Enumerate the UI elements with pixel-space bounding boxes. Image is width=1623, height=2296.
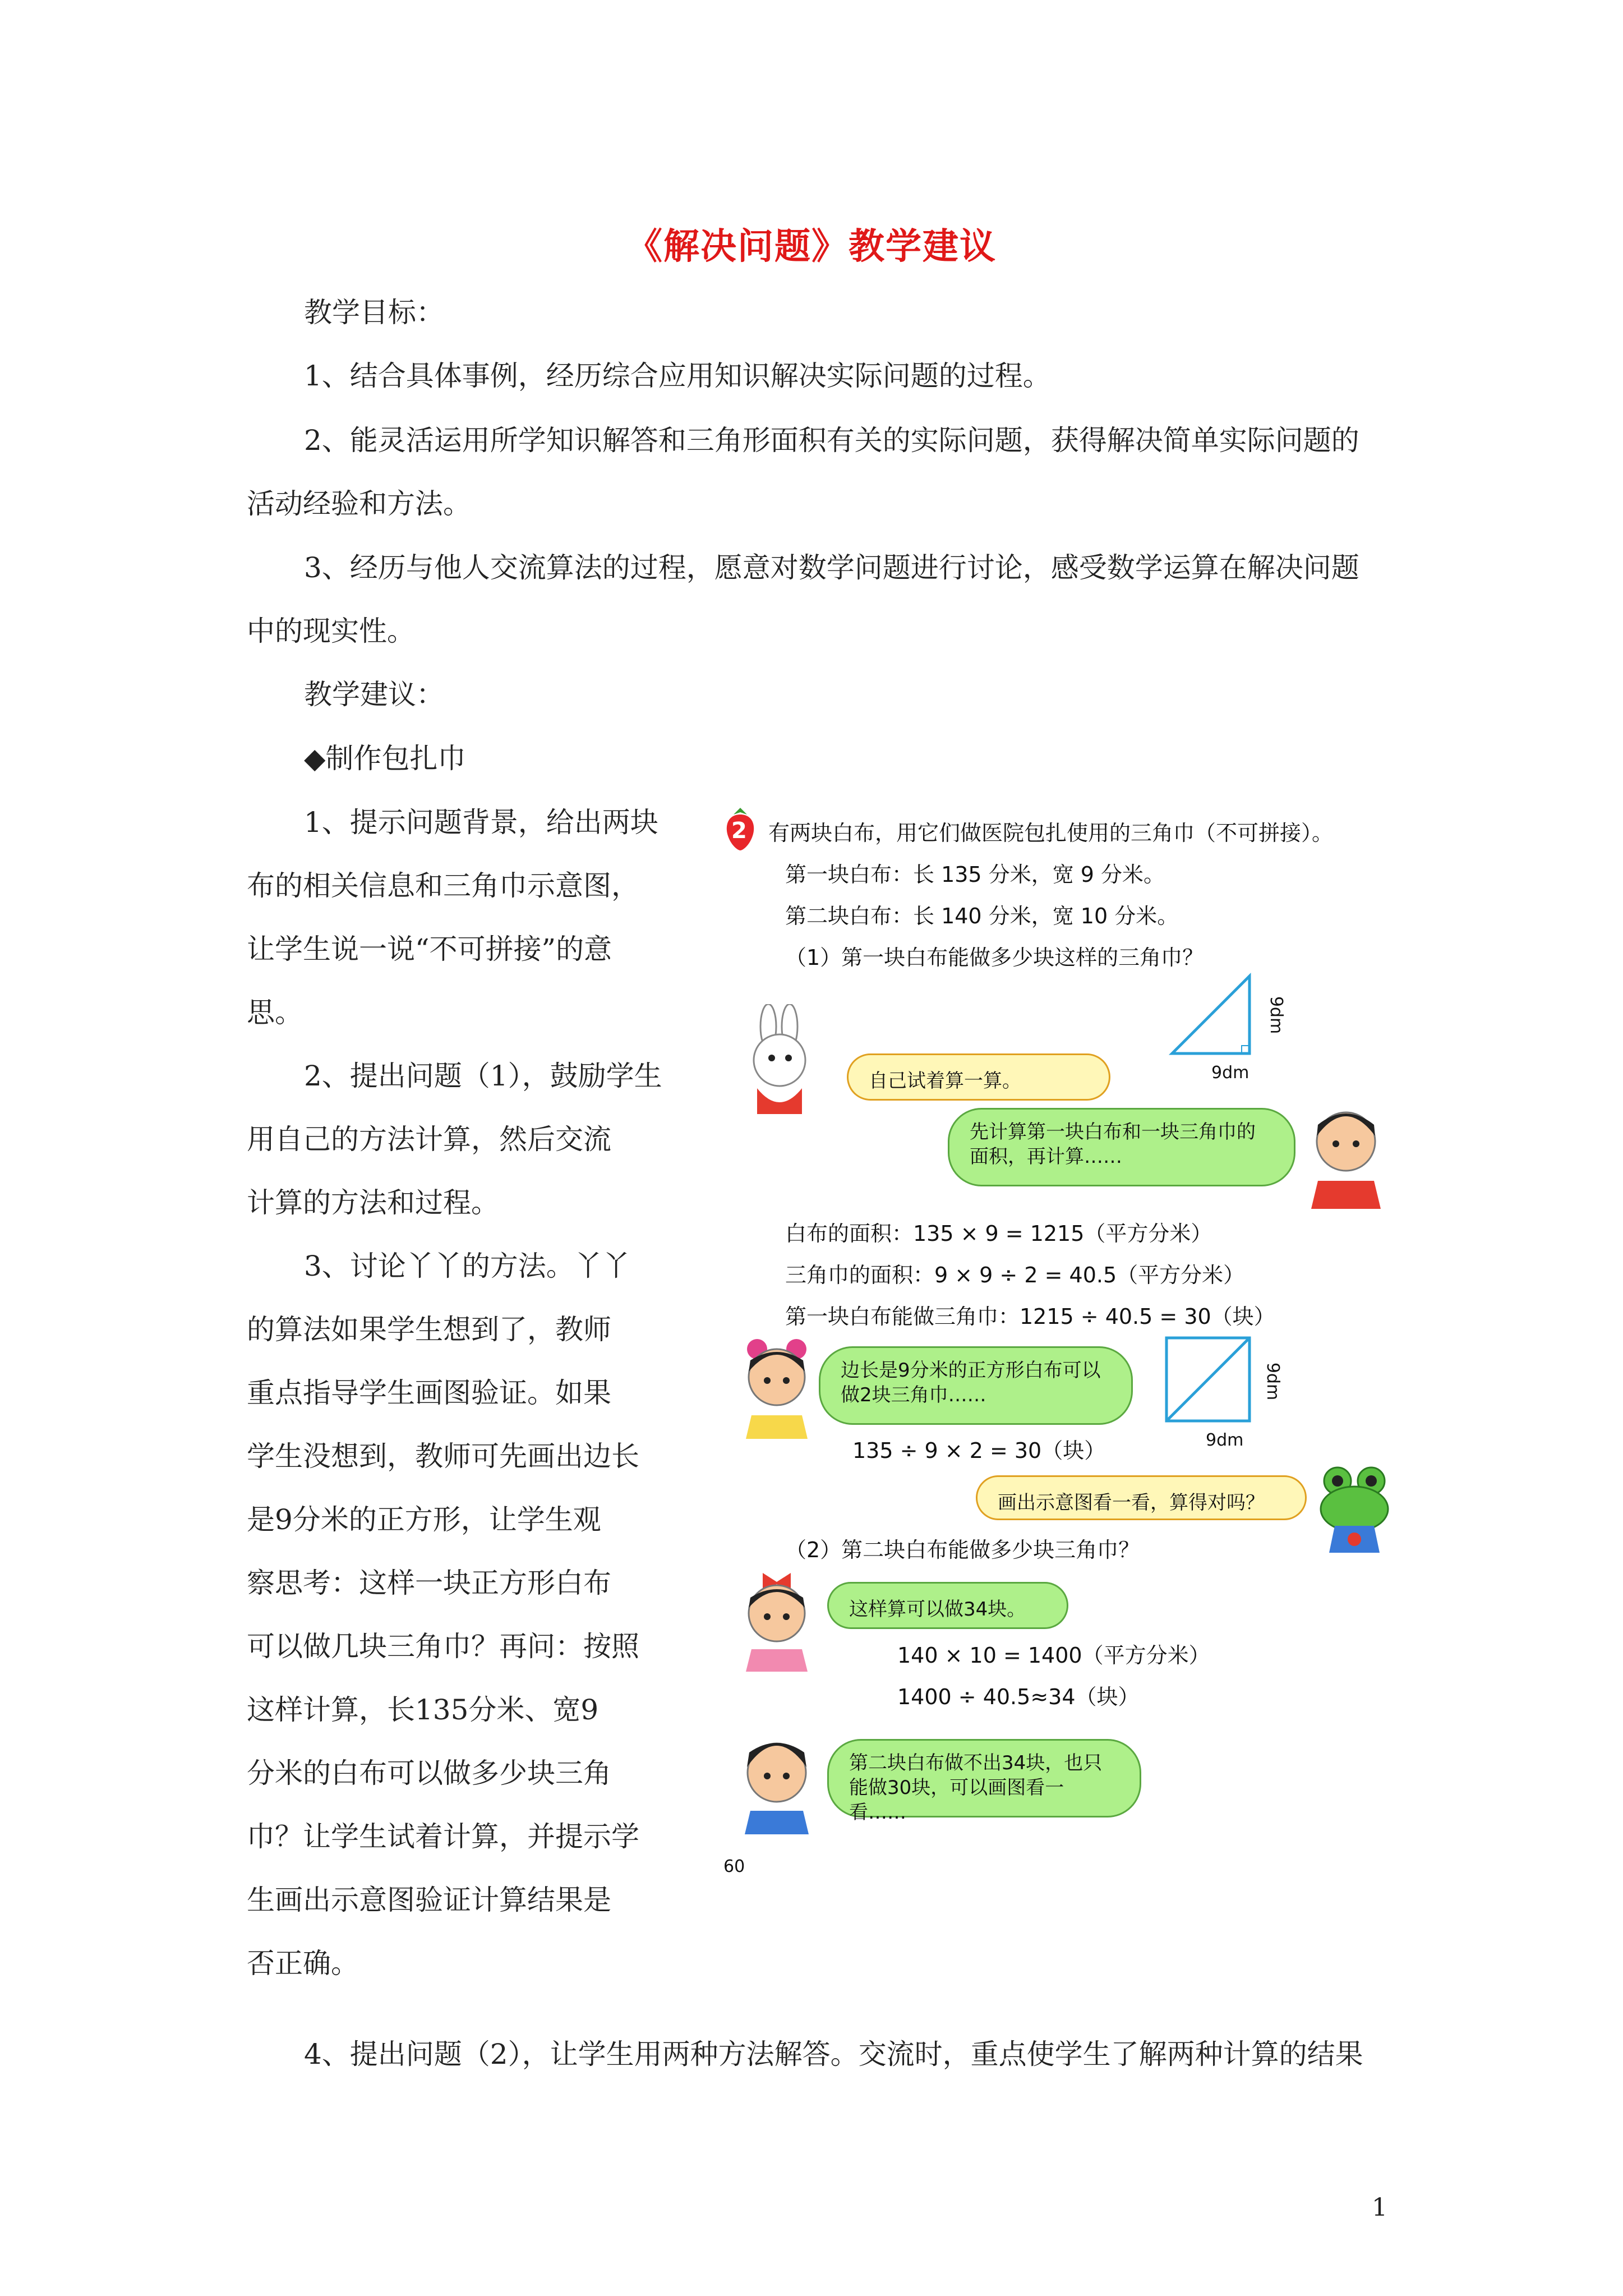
page-title: 《解决问题》教学建议 [626, 226, 997, 268]
triangle-diagram [1166, 965, 1262, 1060]
left-line: 3、讨论丫丫的方法。丫丫 [304, 1250, 630, 1282]
girl-character-icon [735, 1565, 819, 1672]
cloth-2-text: 第二块白布：长 140 分米，宽 10 分米。 [785, 904, 1179, 928]
badge-number: 2 [731, 818, 747, 844]
calc-count-2: 1400 ÷ 40.5≈34（块） [897, 1685, 1140, 1709]
question-2: （2）第二块白布能做多少块三角巾？ [785, 1538, 1140, 1562]
rabbit-character-icon [735, 1004, 830, 1116]
left-line: 学生没想到，教师可先画出边长 [247, 1440, 639, 1473]
left-line: 否正确。 [247, 1947, 359, 1980]
left-line: 可以做几块三角巾？再问：按照 [247, 1630, 639, 1663]
left-line: 计算的方法和过程。 [247, 1186, 499, 1219]
left-line: 1、提示问题背景，给出两块 [304, 806, 658, 839]
rabbit-speech-bubble: 自己试着算一算。 [847, 1053, 1110, 1101]
frog-character-icon [1312, 1464, 1396, 1554]
girl-yaya-character-icon [735, 1332, 819, 1439]
left-line: 分米的白布可以做多少块三角 [247, 1757, 611, 1789]
goal-3-line-1: 3、经历与他人交流算法的过程，愿意对数学问题进行讨论，感受数学运算在解决问题 [304, 551, 1359, 584]
page-number: 1 [1372, 2193, 1387, 2222]
suggest-heading: 教学建议： [304, 678, 444, 711]
left-line: 的算法如果学生想到了，教师 [247, 1313, 611, 1346]
intro-text: 有两块白布，用它们做医院包扎使用的三角巾（不可拼接）。 [768, 821, 1334, 845]
left-line: 是9分米的正方形，让学生观 [247, 1503, 601, 1536]
textbook-figure [723, 797, 1419, 1896]
left-line: 用自己的方法计算，然后交流 [247, 1123, 611, 1156]
suggestion-4-line: 4、提出问题（2），让学生用两种方法解答。交流时，重点使学生了解两种计算的结果 [304, 2038, 1363, 2070]
book-page-number: 60 [723, 1857, 745, 1876]
section-heading: ◆制作包扎巾 [304, 742, 466, 775]
boy-character-icon [1307, 1102, 1391, 1209]
left-line: 察思考：这样一块正方形白布 [247, 1567, 611, 1599]
square-diagram [1161, 1332, 1256, 1428]
cloth-1-text: 第一块白布：长 135 分米，宽 9 分米。 [785, 862, 1165, 887]
frog-speech-bubble: 画出示意图看一看，算得对吗？ [976, 1475, 1307, 1520]
left-column-text [247, 791, 662, 1995]
goals-heading: 教学目标： [304, 296, 444, 329]
triangle-height-label: 9dm [1266, 996, 1287, 1034]
left-line: 生画出示意图验证计算结果是 [247, 1884, 611, 1916]
calc-cloth-area: 白布的面积：135 × 9 = 1215（平方分米） [785, 1221, 1212, 1246]
left-line: 巾？让学生试着计算，并提示学 [247, 1820, 639, 1853]
left-line: 布的相关信息和三角巾示意图， [247, 869, 639, 902]
left-line: 2、提出问题（1），鼓励学生 [304, 1060, 662, 1092]
question-1: （1）第一块白布能做多少块这样的三角巾？ [785, 945, 1204, 970]
goal-3-line-2: 中的现实性。 [247, 615, 415, 647]
boy-character-icon-2 [735, 1728, 819, 1834]
left-line: 思。 [247, 996, 303, 1029]
left-line: 这样计算，长135分米、宽9 [247, 1694, 599, 1726]
calc-count-1: 第一块白布能做三角巾：1215 ÷ 40.5 = 30（块） [785, 1304, 1275, 1329]
boy-speech-bubble: 先计算第一块白布和一块三角巾的面积，再计算…… [948, 1108, 1295, 1186]
left-line: 让学生说一说“不可拼接”的意 [247, 933, 612, 965]
yaya-speech-bubble: 边长是9分米的正方形白布可以做2块三角巾…… [819, 1346, 1133, 1425]
left-line: 重点指导学生画图验证。如果 [247, 1377, 611, 1409]
goal-2-line-2: 活动经验和方法。 [247, 487, 471, 520]
square-base-label: 9dm [1206, 1430, 1244, 1450]
girl-speech-bubble: 这样算可以做34块。 [827, 1582, 1068, 1629]
boy-2-speech-bubble: 第二块白布做不出34块，也只能做30块，可以画图看一看…… [827, 1739, 1141, 1818]
calc-yaya: 135 ÷ 9 × 2 = 30（块） [852, 1438, 1106, 1463]
goal-2-line-1: 2、能灵活运用所学知识解答和三角形面积有关的实际问题，获得解决简单实际问题的 [304, 424, 1359, 457]
goal-1: 1、结合具体事例，经历综合应用知识解决实际问题的过程。 [304, 360, 1051, 392]
square-height-label: 9dm [1263, 1362, 1283, 1401]
calc-triangle-area: 三角巾的面积：9 × 9 ÷ 2 = 40.5（平方分米） [785, 1263, 1245, 1287]
calc-area-2: 140 × 10 = 1400（平方分米） [897, 1643, 1210, 1668]
triangle-base-label: 9dm [1211, 1063, 1249, 1083]
